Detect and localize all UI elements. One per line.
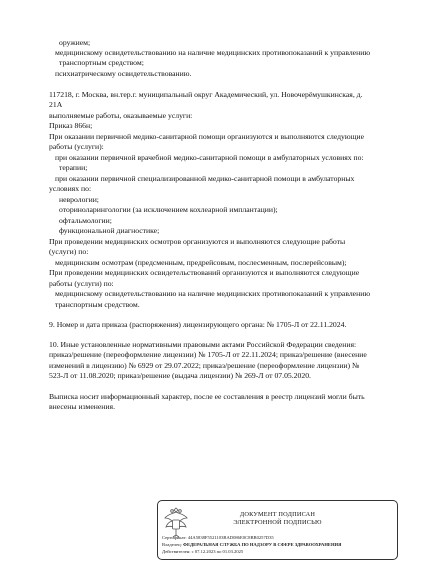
list-item: медицинскому освидетельствованию на наличие медицинских противопоказаний к управлению (55, 289, 371, 298)
list-item: терапии; (59, 163, 88, 172)
text-line: приказ/решение (переоформление лицензии) № 1705-Л от 22.11.2024; приказ/решение (внесение (49, 350, 367, 359)
list-item: медицинским осмотрам (предсменным, предрейсовым, послесменным, послерейсовым); (55, 258, 347, 267)
list-item: офтальмологии; (59, 216, 112, 225)
address-line: 117218, г. Москва, вн.тер.г. муниципальный округ Академический, ул. Новочерёмушкинская, д. (49, 90, 363, 99)
text-line: изменений в лицензию) № 6929 от 29.07.2022; приказ/решение (переоформление лицензии) № (49, 361, 360, 370)
text-line: транспортным средством; (59, 58, 144, 67)
text-line: выполняемые работы, оказываемые услуги: (49, 111, 193, 120)
text-line: При оказании первичной медико-санитарной помощи организуются и выполняются следующие (49, 132, 365, 141)
text-line: работы (услуги) по: (49, 279, 114, 288)
text-line: 523-Л от 11.08.2020; приказ/решение (выдача лицензии) № 269-Л от 07.05.2020. (49, 371, 311, 380)
text-line: психиатрическому освидетельствованию. (55, 69, 192, 78)
text-line: (услуги) по: (49, 247, 89, 256)
text-line: при оказании первичной врачебной медико-санитарной помощи в амбулаторных условиях по: (55, 153, 364, 162)
text-line: при оказании первичной специализированной медико-санитарной помощи в амбулаторных (55, 174, 355, 183)
electronic-signature-stamp (157, 500, 398, 560)
stamp-validity-row: Действителен: с 07.12.2023 по 01.03.2025 (162, 549, 244, 554)
text-line: При проведении медицинских осмотров организуются и выполняются следующие работы (49, 237, 346, 246)
stamp-owner-row: Владелец: ФЕДЕРАЛЬНАЯ СЛУЖБА ПО НАДЗОРУ В СФЕРЕ ЗДРАВООХРАНЕНИЯ (162, 542, 342, 547)
text-line: работы (услуги): (49, 142, 104, 151)
list-item: неврологии; (59, 195, 99, 204)
disclaimer-line: внесены изменения. (49, 402, 115, 411)
text-line: Приказ 866н; (49, 121, 93, 130)
list-item: транспортным средством. (55, 300, 140, 309)
text-line: оружием; (59, 38, 91, 47)
stamp-title-line1: ДОКУМЕНТ ПОДПИСАН (239, 511, 316, 518)
order-number-line: 9. Номер и дата приказа (распоряжения) лицензирующего органа: № 1705-Л от 22.11.2024. (49, 320, 347, 329)
address-line: 21А (49, 100, 63, 109)
stamp-certificate-row: Сертификат: 44A5838F5521103BAD086E0C8BB0257D35 (162, 535, 274, 540)
list-item: оториноларингологии (за исключением кохлеарной имплантации); (59, 205, 278, 214)
text-line: При проведении медицинских освидетельствований организуются и выполняются следующие (49, 268, 360, 277)
stamp-title-line2: ЭЛЕКТРОННОЙ ПОДПИСЬЮ (233, 519, 322, 526)
disclaimer-line: Выписка носит информационный характер, после ее составления в реестр лицензий могли быть (49, 392, 365, 401)
text-line: медицинскому освидетельствованию на наличие медицинских противопоказаний к управлению (55, 48, 371, 57)
text-line: условиях по: (49, 184, 92, 193)
list-item: функциональной диагностике; (59, 226, 160, 235)
other-info-heading: 10. Иные установленные нормативными правовыми актами Российской Федерации сведения: (49, 340, 357, 349)
